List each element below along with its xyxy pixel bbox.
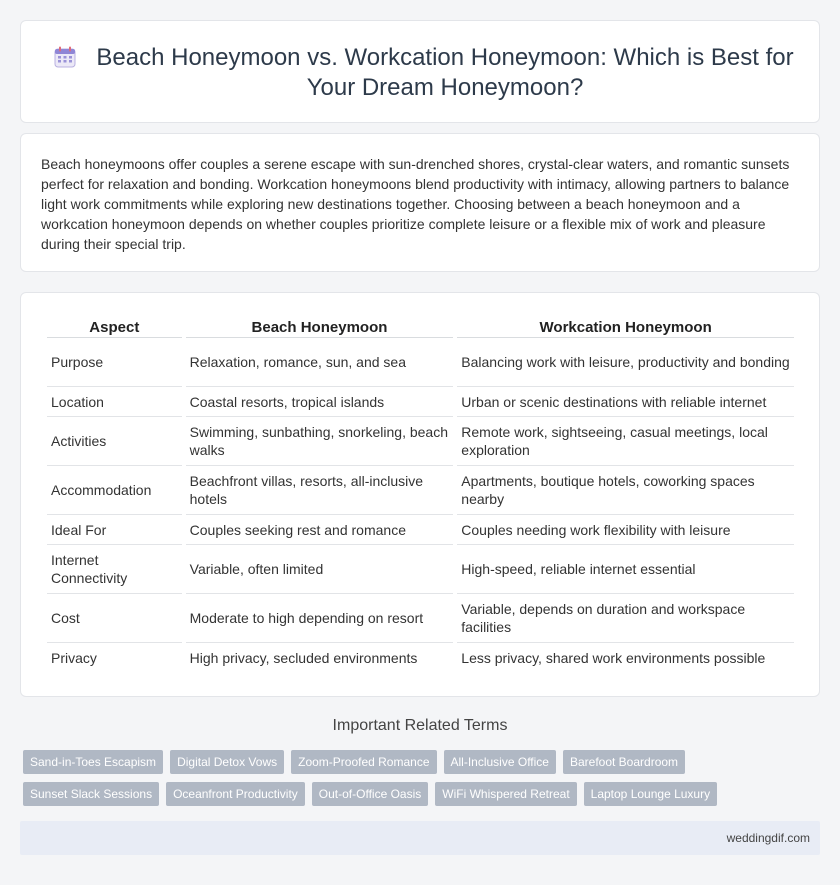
table-row <box>47 338 794 387</box>
page-title: Beach Honeymoon vs. Workcation Honeymoon: Which is Best for Your Dream Honeymoon? <box>96 44 794 101</box>
cell-aspect: Ideal For <box>47 515 182 545</box>
tag[interactable]: All-Inclusive Office <box>444 750 556 774</box>
cell-aspect: Purpose <box>47 338 182 387</box>
tag[interactable]: Sand-in-Toes Escapism <box>23 750 163 774</box>
header-workcation: Workcation Honeymoon <box>457 315 794 338</box>
cell-workcation: High-speed, reliable internet essential <box>457 545 794 594</box>
header-aspect: Aspect <box>47 315 182 338</box>
table-row <box>47 466 794 515</box>
cell-workcation: Remote work, sightseeing, casual meetings, local exploration <box>457 417 794 466</box>
tag[interactable]: WiFi Whispered Retreat <box>435 782 576 806</box>
cell-beach: Moderate to high depending on resort <box>186 594 454 643</box>
comparison-table <box>43 315 798 673</box>
cell-workcation: Balancing work with leisure, productivity and bonding <box>457 338 794 387</box>
tag[interactable]: Laptop Lounge Luxury <box>584 782 717 806</box>
tag[interactable]: Out-of-Office Oasis <box>312 782 428 806</box>
footer <box>20 821 820 855</box>
cell-beach: Beachfront villas, resorts, all-inclusive hotels <box>186 466 454 515</box>
tag-row-2 <box>23 782 743 806</box>
title-card <box>20 20 820 123</box>
cell-aspect: Cost <box>47 594 182 643</box>
table-row <box>47 515 794 545</box>
cell-beach: Relaxation, romance, sun, and sea <box>186 338 454 387</box>
tag-row-1 <box>23 750 743 774</box>
cell-beach: Coastal resorts, tropical islands <box>186 387 454 417</box>
table-header-row <box>47 315 794 338</box>
cell-workcation: Couples needing work flexibility with leisure <box>457 515 794 545</box>
table-row <box>47 387 794 417</box>
tag[interactable]: Zoom-Proofed Romance <box>291 750 436 774</box>
tag[interactable]: Digital Detox Vows <box>170 750 284 774</box>
tag[interactable]: Oceanfront Productivity <box>166 782 305 806</box>
cell-workcation: Urban or scenic destinations with reliable internet <box>457 387 794 417</box>
table-row <box>47 545 794 594</box>
cell-beach: High privacy, secluded environments <box>189 650 418 666</box>
cell-aspect: Accommodation <box>47 466 182 515</box>
footer-site[interactable]: weddingdif.com <box>726 831 810 845</box>
cell-workcation: Less privacy, shared work environments possible <box>461 650 766 666</box>
tag[interactable]: Sunset Slack Sessions <box>23 782 159 806</box>
table-row <box>47 594 794 643</box>
cell-aspect: Internet Connectivity <box>47 545 182 594</box>
intro-paragraph: Beach honeymoons offer couples a serene escape with sun-drenched shores, crystal-clear waters, and romantic sunsets perfect for relaxation and bonding. Workcation honeymoons blend productivity with intimacy, allowing partners to balance light work commitments while exploring new destinations together. Choosing between a beach honeymoon and a workcation honeymoon depends on whether couples prioritize complete leisure or a flexible mix of work and pleasure during their special trip. <box>41 156 790 252</box>
cell-beach: Variable, often limited <box>186 545 454 594</box>
related-terms-tags <box>23 750 743 814</box>
comparison-card <box>20 292 820 697</box>
cell-aspect: Activities <box>47 417 182 466</box>
related-terms-heading: Important Related Terms <box>332 717 508 734</box>
cell-workcation: Apartments, boutique hotels, coworking spaces nearby <box>457 466 794 515</box>
table-row <box>47 417 794 466</box>
table-row <box>47 643 794 673</box>
header-beach: Beach Honeymoon <box>186 315 454 338</box>
tag[interactable]: Barefoot Boardroom <box>563 750 685 774</box>
cell-workcation: Variable, depends on duration and workspace facilities <box>457 594 794 643</box>
intro-card <box>20 133 820 272</box>
cell-beach: Couples seeking rest and romance <box>186 515 454 545</box>
cell-beach: Swimming, sunbathing, snorkeling, beach walks <box>186 417 454 466</box>
cell-aspect: Location <box>47 387 182 417</box>
cell-aspect: Privacy <box>51 650 97 666</box>
